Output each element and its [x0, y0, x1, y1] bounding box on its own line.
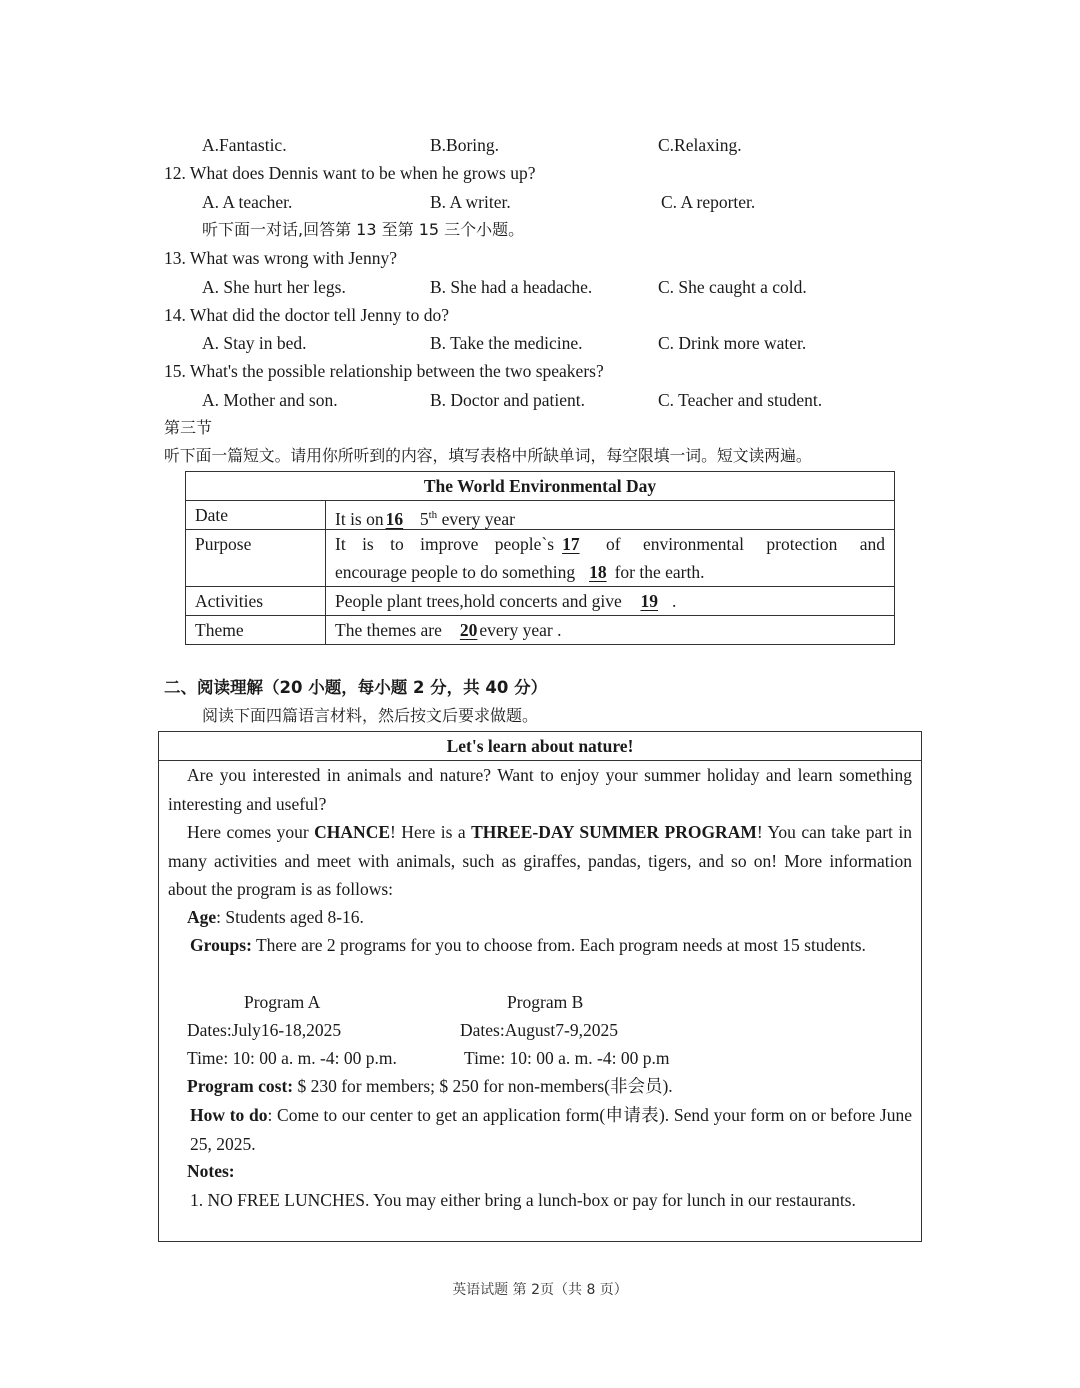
note-1: 1. NO FREE LUNCHES. You may either bring a lunch-box or pay for lunch in our restaurants. — [190, 1190, 856, 1210]
program-a-time: Time: 10: 00 a. m. -4: 00 p.m. — [187, 1048, 397, 1068]
section3-instruction: 听下面一篇短文。请用你所听到的内容，填写表格中所缺单词，每空限填一词。短文读两遍。 — [164, 446, 812, 465]
q14-option-b: B. Take the medicine. — [430, 333, 583, 353]
q11-option-c: C.Relaxing. — [658, 135, 742, 155]
instruction-13-15: 听下面一对话,回答第 13 至第 15 三个小题。 — [202, 220, 525, 239]
part2-heading: 二、阅读理解（20 小题，每小题 2 分，共 40 分） — [164, 678, 548, 697]
groups-line: Groups: There are 2 programs for you to choose from. Each program needs at most 15 students. — [190, 935, 866, 955]
page-footer: 英语试题 第 2页（共 8 页） — [452, 1282, 628, 1298]
date-cell: It is on 16 5th every year — [335, 508, 515, 529]
q13-option-c: C. She caught a cold. — [658, 277, 807, 297]
activities-label: Activities — [195, 591, 264, 611]
q13-option-b: B. She had a headache. — [430, 277, 593, 297]
q11-option-b: B.Boring. — [430, 135, 500, 155]
passage-title: Let's learn about nature! — [446, 736, 634, 756]
program-a-label: Program A — [244, 992, 321, 1012]
date-label: Date — [195, 505, 229, 525]
q15-option-c: C. Teacher and student. — [658, 390, 823, 410]
age-line: Age: Students aged 8-16. — [187, 907, 364, 927]
q11-option-a: A.Fantastic. — [202, 135, 287, 155]
blank-18: 18 — [589, 562, 607, 582]
q15-stem: 15. What's the possible relationship between the two speakers? — [164, 361, 604, 381]
q12-option-c: C. A reporter. — [661, 192, 756, 212]
q12-option-b: B. A writer. — [430, 192, 511, 212]
purpose-line-2: encourage people to do something 18 for the earth. — [335, 562, 705, 582]
purpose-line-1: It is to improve people`s 17 of environmental protection and — [335, 534, 885, 554]
q12-stem: 12. What does Dennis want to be when he grows up? — [164, 163, 536, 183]
q14-option-a: A. Stay in bed. — [202, 333, 307, 353]
theme-label: Theme — [195, 620, 244, 640]
q13-option-a: A. She hurt her legs. — [202, 277, 346, 297]
q15-option-a: A. Mother and son. — [202, 390, 338, 410]
purpose-label: Purpose — [195, 534, 252, 554]
program-a-dates: Dates:July16-18,2025 — [187, 1020, 342, 1040]
theme-cell: The themes are 20 every year . — [335, 620, 562, 640]
table-title: The World Environmental Day — [423, 476, 657, 496]
blank-20: 20 — [459, 620, 478, 640]
q12-option-a: A. A teacher. — [202, 192, 293, 212]
blank-17: 17 — [562, 534, 580, 554]
blank-16: 16 — [385, 508, 404, 529]
blank-19: 19 — [640, 591, 658, 611]
q15-option-b: B. Doctor and patient. — [430, 390, 586, 410]
paragraph-1: Are you interested in animals and nature? Want to enjoy your summer holiday and learn something interesting and useful? — [168, 765, 912, 814]
notes-label: Notes: — [187, 1161, 235, 1181]
section3-title: 第三节 — [164, 418, 213, 437]
activities-cell: People plant trees,hold concerts and give 19 . — [335, 591, 677, 611]
q13-stem: 13. What was wrong with Jenny? — [164, 248, 397, 268]
part2-instruction: 阅读下面四篇语言材料，然后按文后要求做题。 — [202, 706, 539, 725]
q14-stem: 14. What did the doctor tell Jenny to do? — [164, 305, 449, 325]
program-b-dates: Dates:August7-9,2025 — [460, 1020, 618, 1040]
program-b-label: Program B — [507, 992, 584, 1012]
program-cost: Program cost: $ 230 for members; $ 250 for non-members(非会员). — [187, 1076, 673, 1096]
q14-option-c: C. Drink more water. — [658, 333, 807, 353]
program-b-time: Time: 10: 00 a. m. -4: 00 p.m — [464, 1048, 670, 1068]
paragraph-2: Here comes your CHANCE! Here is a THREE-DAY SUMMER PROGRAM! You can take part in many activities and meet with animals, such as giraffes, pandas, tigers, and so on! More information about the program is as follows: — [168, 822, 912, 899]
how-to-do: How to do: Come to our center to get an application form(申请表). Send your form on or before June 25, 2025. — [190, 1105, 913, 1154]
